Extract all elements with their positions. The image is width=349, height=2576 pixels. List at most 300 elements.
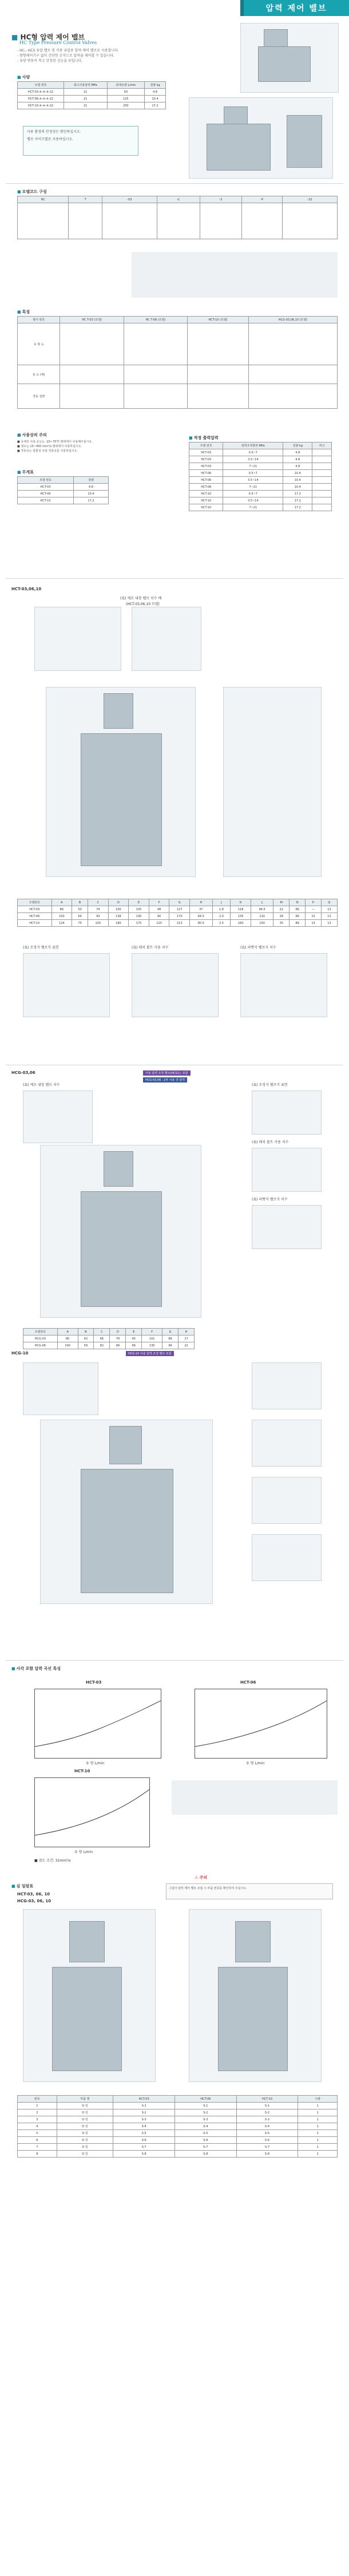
dims-header: K [231,899,251,906]
product-subtitle: HC Type Pressure Control Valves [19,40,97,45]
table-row [189,456,332,463]
cell: 21 [64,89,107,96]
cell [124,384,187,409]
cell: HCT-03 [18,484,74,491]
char-table [172,1780,338,1815]
cell: 160 [231,920,251,927]
dims-header: A [51,899,72,906]
cell: S-8 [113,2151,175,2158]
cell: 94.5 [251,906,273,913]
cell: 1 [298,2144,338,2151]
cell: HCT-03-※-※-※-22 [18,89,64,96]
cell [248,323,337,365]
model-code-heading: ■ 모델코드 구성 [17,189,47,195]
cell: S-3 [113,2116,175,2123]
warning-icon: ⚠ [195,1875,199,1880]
feature-header: 형식 번호 [18,317,60,323]
table-row [18,89,166,96]
dims-header: E [129,899,149,906]
cell: 1 [298,2137,338,2144]
feature-header: HC T-06 (모델) [124,317,187,323]
dims-header: H [190,899,213,906]
body-shape [81,733,162,866]
cell [312,477,332,484]
code-header: -C [157,196,200,203]
table-row [18,2103,338,2109]
cell: 17.2 [145,102,166,109]
cell: 140 [129,913,149,920]
cell: 93 [88,913,109,920]
hcg10-top-drawing [23,1362,98,1415]
cell: S-1 [113,2103,175,2109]
divider [6,183,343,184]
cell: HCT-06-※-※-※-22 [18,96,64,102]
cell: 118 [231,906,251,913]
cell [312,456,332,463]
valve-base-shape [258,46,311,82]
cell: 7~21 [223,484,283,491]
cell: 74 [88,906,109,913]
cell: HCT-03 [189,456,223,463]
code-header: T [69,196,102,203]
cell: 2 [18,2109,57,2116]
cell [312,449,332,456]
spec-header: 질량 kg [145,82,166,89]
caution-label: 주의 [199,1875,208,1880]
cell [124,365,187,384]
spec-table [17,81,166,109]
cell: S-1 [174,2103,236,2109]
cell [312,470,332,477]
table-row [18,2144,338,2151]
cell: 17.2 [283,504,312,511]
cell: 89 [289,920,306,927]
cell: 17 [179,1336,195,1342]
cell: 80 [57,1336,78,1342]
cell: 3.5~14 [223,456,283,463]
cell: S-5 [174,2130,236,2137]
usage-heading: ■ 사용상의 주의 [17,432,47,438]
cell: S-8 [236,2151,298,2158]
cell: — [306,906,322,913]
cell: 10.4 [283,477,312,484]
cell: 100 [108,906,129,913]
code-header: -03 [102,196,157,203]
specs-heading: ■ 사양 [17,74,30,80]
dims-header: C [88,899,109,906]
cell [60,323,124,365]
cell: 21 [64,102,107,109]
hcg10-side-4 [252,1534,322,1581]
dims-header: Q [321,899,337,906]
caution-title [195,1875,207,1880]
cell: 13 [321,913,337,920]
hcg-header: H [179,1329,195,1336]
weight-header: 질량 [73,477,108,484]
front-view-drawing [46,687,196,877]
cell: S-3 [236,2116,298,2123]
bottom-caption-3: (표) 리벳식 벨브식 치수 [240,946,276,950]
cell: 10.4 [145,96,166,102]
cell: 7 [18,2144,57,2151]
row-label: 용 도 (예) [18,365,60,384]
cell: 66 [289,913,306,920]
chart-title: HCT-03 [86,1680,102,1685]
cell: HCT-03 [18,906,52,913]
hcg-header: F [142,1329,162,1336]
row-label: 유 형 도 [18,323,60,365]
cell: 1 [298,2109,338,2116]
cell: 130 [142,1342,162,1349]
cell: 2.0 [212,913,231,920]
cell: 3.5~14 [223,477,283,484]
table-row [18,384,338,409]
usage-line: ■ 작동유는 광물성 유압 작동유를 사용하십시오. [17,449,78,453]
dims-header: B [72,899,88,906]
hcg-caption: (표) 조정식 벨브식 표면 [252,1083,288,1087]
cell: 1 [18,2103,57,2109]
cell: 1 [298,2103,338,2109]
chart-xlabel: 유 량 L/min [86,1761,105,1765]
hcg-header: C [94,1329,110,1336]
cell: 17.2 [283,491,312,497]
valve-body-shape [207,124,271,171]
cell: 22 [273,906,289,913]
parts-header: HCT-10 [236,2096,298,2103]
cell [60,365,124,384]
cell: S-4 [236,2123,298,2130]
spec-header: 모델 번호 [18,82,64,89]
parts-header: 부품 명 [57,2096,113,2103]
feature-header: HCG-03,06,10 (모델) [248,317,337,323]
cell [241,203,283,239]
cell: 4.8 [283,463,312,470]
cell: 48 [149,906,169,913]
parts-exploded-drawing-1 [23,1909,156,2082]
cell: O 링 [57,2109,113,2116]
cell: 50 [72,906,88,913]
cell [188,323,249,365]
dims-header: D [108,899,129,906]
cell [188,365,249,384]
hcg10-tag: HCG-10 사용 압력 조정 밸브 포함 [126,1351,174,1356]
cell [18,203,69,239]
cell: S-2 [236,2109,298,2116]
cell: O 링 [57,2103,113,2109]
table-row [189,477,332,484]
section-title-bar [240,0,349,16]
cell: 82 [94,1342,110,1349]
dims-header: 모델번호 [18,899,52,906]
parts-model-title: HCG-03, 06, 10 [17,1899,51,1903]
cell [69,203,102,239]
table-row [18,2123,338,2130]
chart-svg [35,1778,149,1847]
hcg10-front-drawing [40,1420,213,1604]
table-row [18,2130,338,2137]
table-row [18,920,338,927]
table-row [189,463,332,470]
cell: 45 [126,1336,142,1342]
cell: 101 [142,1336,162,1342]
dims-heading: HCT-03,06,10 [11,587,42,591]
spring-header: 압력조정범위 MPa [223,442,283,449]
cell: S-6 [236,2137,298,2144]
cell: 100 [57,1342,78,1349]
weight-header: 모델 번호 [18,477,74,484]
hcg-header: G [162,1329,179,1336]
bolt-view-drawing [132,607,201,671]
cell: 100 [51,913,72,920]
hcg-table [23,1328,195,1349]
bottom-drawing-1 [23,953,110,1017]
hcg-front-drawing [40,1145,201,1318]
hcg-header: A [57,1329,78,1336]
cell: S-6 [113,2137,175,2144]
cell: HCT-06 [18,913,52,920]
cell: 79 [110,1336,126,1342]
hcg-caption: (표) 리벳식 벨브식 치수 [252,1198,288,1202]
dims-header: J [212,899,231,906]
spring-header: 모델 번호 [189,442,223,449]
section-title: 압력 제어 밸브 [265,4,327,13]
cell: HCT-06 [189,470,223,477]
hcg-caption: (표) 제조 내장 벨브 치수 [23,1083,60,1087]
features-heading: ■ 특징 [17,309,30,315]
spring-header: 질량 kg [283,442,312,449]
body-shape [218,1967,288,2071]
cell: S-1 [236,2103,298,2109]
valve-head-shape [224,106,248,125]
cell: 135 [231,913,251,920]
curve [35,1701,161,1747]
table-row [18,323,338,365]
hcg-caption: (표) 래치 볼트 사용 치수 [252,1140,289,1144]
cell: 50 [107,89,145,96]
cell: 8 [18,2151,57,2158]
cell: 13 [321,906,337,913]
cell: 3.5~14 [223,497,283,504]
bottom-caption-1: (표) 조정식 벨브식 표면 [23,946,59,950]
top-view-drawing [34,607,121,671]
cell: 7~21 [223,463,283,470]
hcg-tag: HCG-03,06 : 2차 사용 전 압력 [143,1077,187,1082]
char-chart-1 [34,1689,161,1759]
cell: S-2 [174,2109,236,2116]
cell: 103 [88,920,109,927]
char-chart-3 [34,1777,150,1847]
cell: 213 [169,920,190,927]
curve [35,1789,149,1835]
intro-line: - HC-, HCS 유압 밸브 및 각종 유압용 압력 제어 밸브로 사용합니다. [17,49,119,53]
curve [195,1701,327,1747]
cell: 1 [298,2116,338,2123]
parts-header: HCT-06 [174,2096,236,2103]
cell [248,384,337,409]
spring-header: 비고 [312,442,332,449]
cell: 4.8 [283,449,312,456]
usage-notes [17,440,160,453]
cell: 110 [251,913,273,920]
cell: 66 [289,906,306,913]
table-row [18,497,109,504]
cell: HCT-10 [18,920,52,927]
cell: 6 [18,2137,57,2144]
chart-xlabel: 유 량 L/min [246,1761,265,1765]
bullet-icon: ■ [11,33,18,41]
cell: HCT-03 [189,449,223,456]
cell: 0.5~7 [223,491,283,497]
usage-line: ■ 점도는 15~400 mm²/s 범위에서 사용하십시오. [17,445,82,448]
cell: O 링 [57,2144,113,2151]
cell: 170 [169,913,190,920]
cell: HCT-10 [189,497,223,504]
caution-text: 그림의 압력 제어 밸브 조립 시 부품 번호를 확인하여 주십시오. [169,1887,247,1890]
cell: 105 [129,906,149,913]
bottom-drawing-3 [240,953,327,1017]
dims-header: P [306,899,322,906]
cell: 4.8 [73,484,108,491]
hcg-side-drawing-1 [252,1091,322,1135]
cell: 0.5~7 [223,449,283,456]
hcg-header: B [78,1329,94,1336]
weight-table [17,476,109,504]
cell: 175 [129,920,149,927]
parts-model-title: HCT-03, 06, 10 [17,1892,50,1897]
chart-title: HCT-06 [240,1680,256,1685]
cell [312,504,332,511]
cell: S-7 [113,2144,175,2151]
table-row [18,2109,338,2116]
table-row [18,365,338,384]
hcg-header: D [110,1329,126,1336]
usage-line: ■ 유체의 사용 온도는 -20~70℃ 범위에서 사용해주십시오. [17,440,93,444]
hcg-drawing-top [23,1091,93,1143]
intro-line: - 유량 변동이 적고 안정된 성능을 보입니다. [17,59,83,63]
table-row [18,96,166,102]
spec-header: 최대유량 L/min [107,82,145,89]
cell: O 링 [57,2130,113,2137]
cell: S-4 [113,2123,175,2130]
notice-line: 사용 환경의 안정성은 확인하십시오. [27,130,81,134]
cell [248,365,337,384]
table-row [18,491,109,497]
cell: HCT-06 [18,491,74,497]
dims-table [17,899,338,927]
cell: 35 [273,920,289,927]
chart-svg [35,1689,161,1758]
cell: 4.8 [283,456,312,463]
cell: 3 [18,2116,57,2123]
cell: 90 [149,913,169,920]
oil-note: ■ 점도 조건: 32mm²/s [34,1859,71,1863]
cell: 13 [321,920,337,927]
intro-text [17,48,206,64]
cell: 7~21 [223,504,283,511]
cell: 86 [51,906,72,913]
cell: 22 [179,1342,195,1349]
adjuster-shape [235,1921,271,1962]
table-row [23,1336,195,1342]
cell: S-4 [174,2123,236,2130]
cell [200,203,241,239]
cell: 250 [107,102,145,109]
cell: O 링 [57,2116,113,2123]
cell: HCT-06 [189,484,223,491]
cell: 17.2 [283,497,312,504]
code-header: -P [241,196,283,203]
table-row [189,449,332,456]
body-shape [81,1469,173,1593]
cell: 64 [72,913,88,920]
hcg10-side-1 [252,1362,322,1409]
cell: 99 [110,1342,126,1349]
cell: S-5 [236,2130,298,2137]
table-row [18,913,338,920]
bottom-caption-2: (표) 래치 볼트 사용 치수 [132,946,169,950]
cell: 2 [298,2130,338,2137]
cell [102,203,157,239]
cell: 125 [149,920,169,927]
cell: 0.5~7 [223,470,283,477]
dims-caption: (표) 제조 내장 벨브 치수 예 [120,596,162,600]
cell: 5 [18,2130,57,2137]
table-row [189,491,332,497]
table-row [18,906,338,913]
cell: 138 [108,913,129,920]
cell: 59 [78,1342,94,1349]
valve-body-shape [264,29,288,48]
dims-header: L [251,899,273,906]
parts-header: HCT-03 [113,2096,175,2103]
product-name: HC형 압력 제어 밸브 [20,33,85,41]
cell [157,203,200,239]
cell: HCG-03 [23,1336,58,1342]
cell: HCT-10 [18,497,74,504]
cell [312,497,332,504]
adjuster-shape [109,1426,142,1464]
table-row [189,504,332,511]
cell: 1 [298,2151,338,2158]
cell: 13 [306,920,322,927]
hcg10-side-2 [252,1420,322,1467]
cell [312,484,332,491]
notice-box [23,126,138,156]
features-table [17,316,338,409]
chart-xlabel: 유 량 L/min [74,1850,93,1854]
characteristics-heading: ■ 사각 포함 압력 곡선 특성 [11,1666,61,1672]
cell: S-5 [113,2130,175,2137]
cell: 1.8 [212,906,231,913]
hcg10-side-3 [252,1477,322,1524]
hcg-side-drawing-2 [252,1148,322,1192]
cell: HCT-03 [189,463,223,470]
chart-title: HCT-10 [74,1769,90,1773]
parts-table [17,2095,338,2158]
cell: HCG-06 [23,1342,58,1349]
notice-line: 밸브 사이즈별로 사용하십시오. [27,137,74,141]
model-code-table [17,196,338,239]
table-row [18,2116,338,2123]
cell: 68 [162,1336,179,1342]
code-header: -3 [200,196,241,203]
adjuster-shape [104,693,133,729]
cell: 17.2 [73,497,108,504]
parts-exploded-drawing-2 [189,1909,322,2082]
divider [6,578,343,579]
feature-header: HC T-03 (모델) [60,317,124,323]
cell [124,323,187,365]
